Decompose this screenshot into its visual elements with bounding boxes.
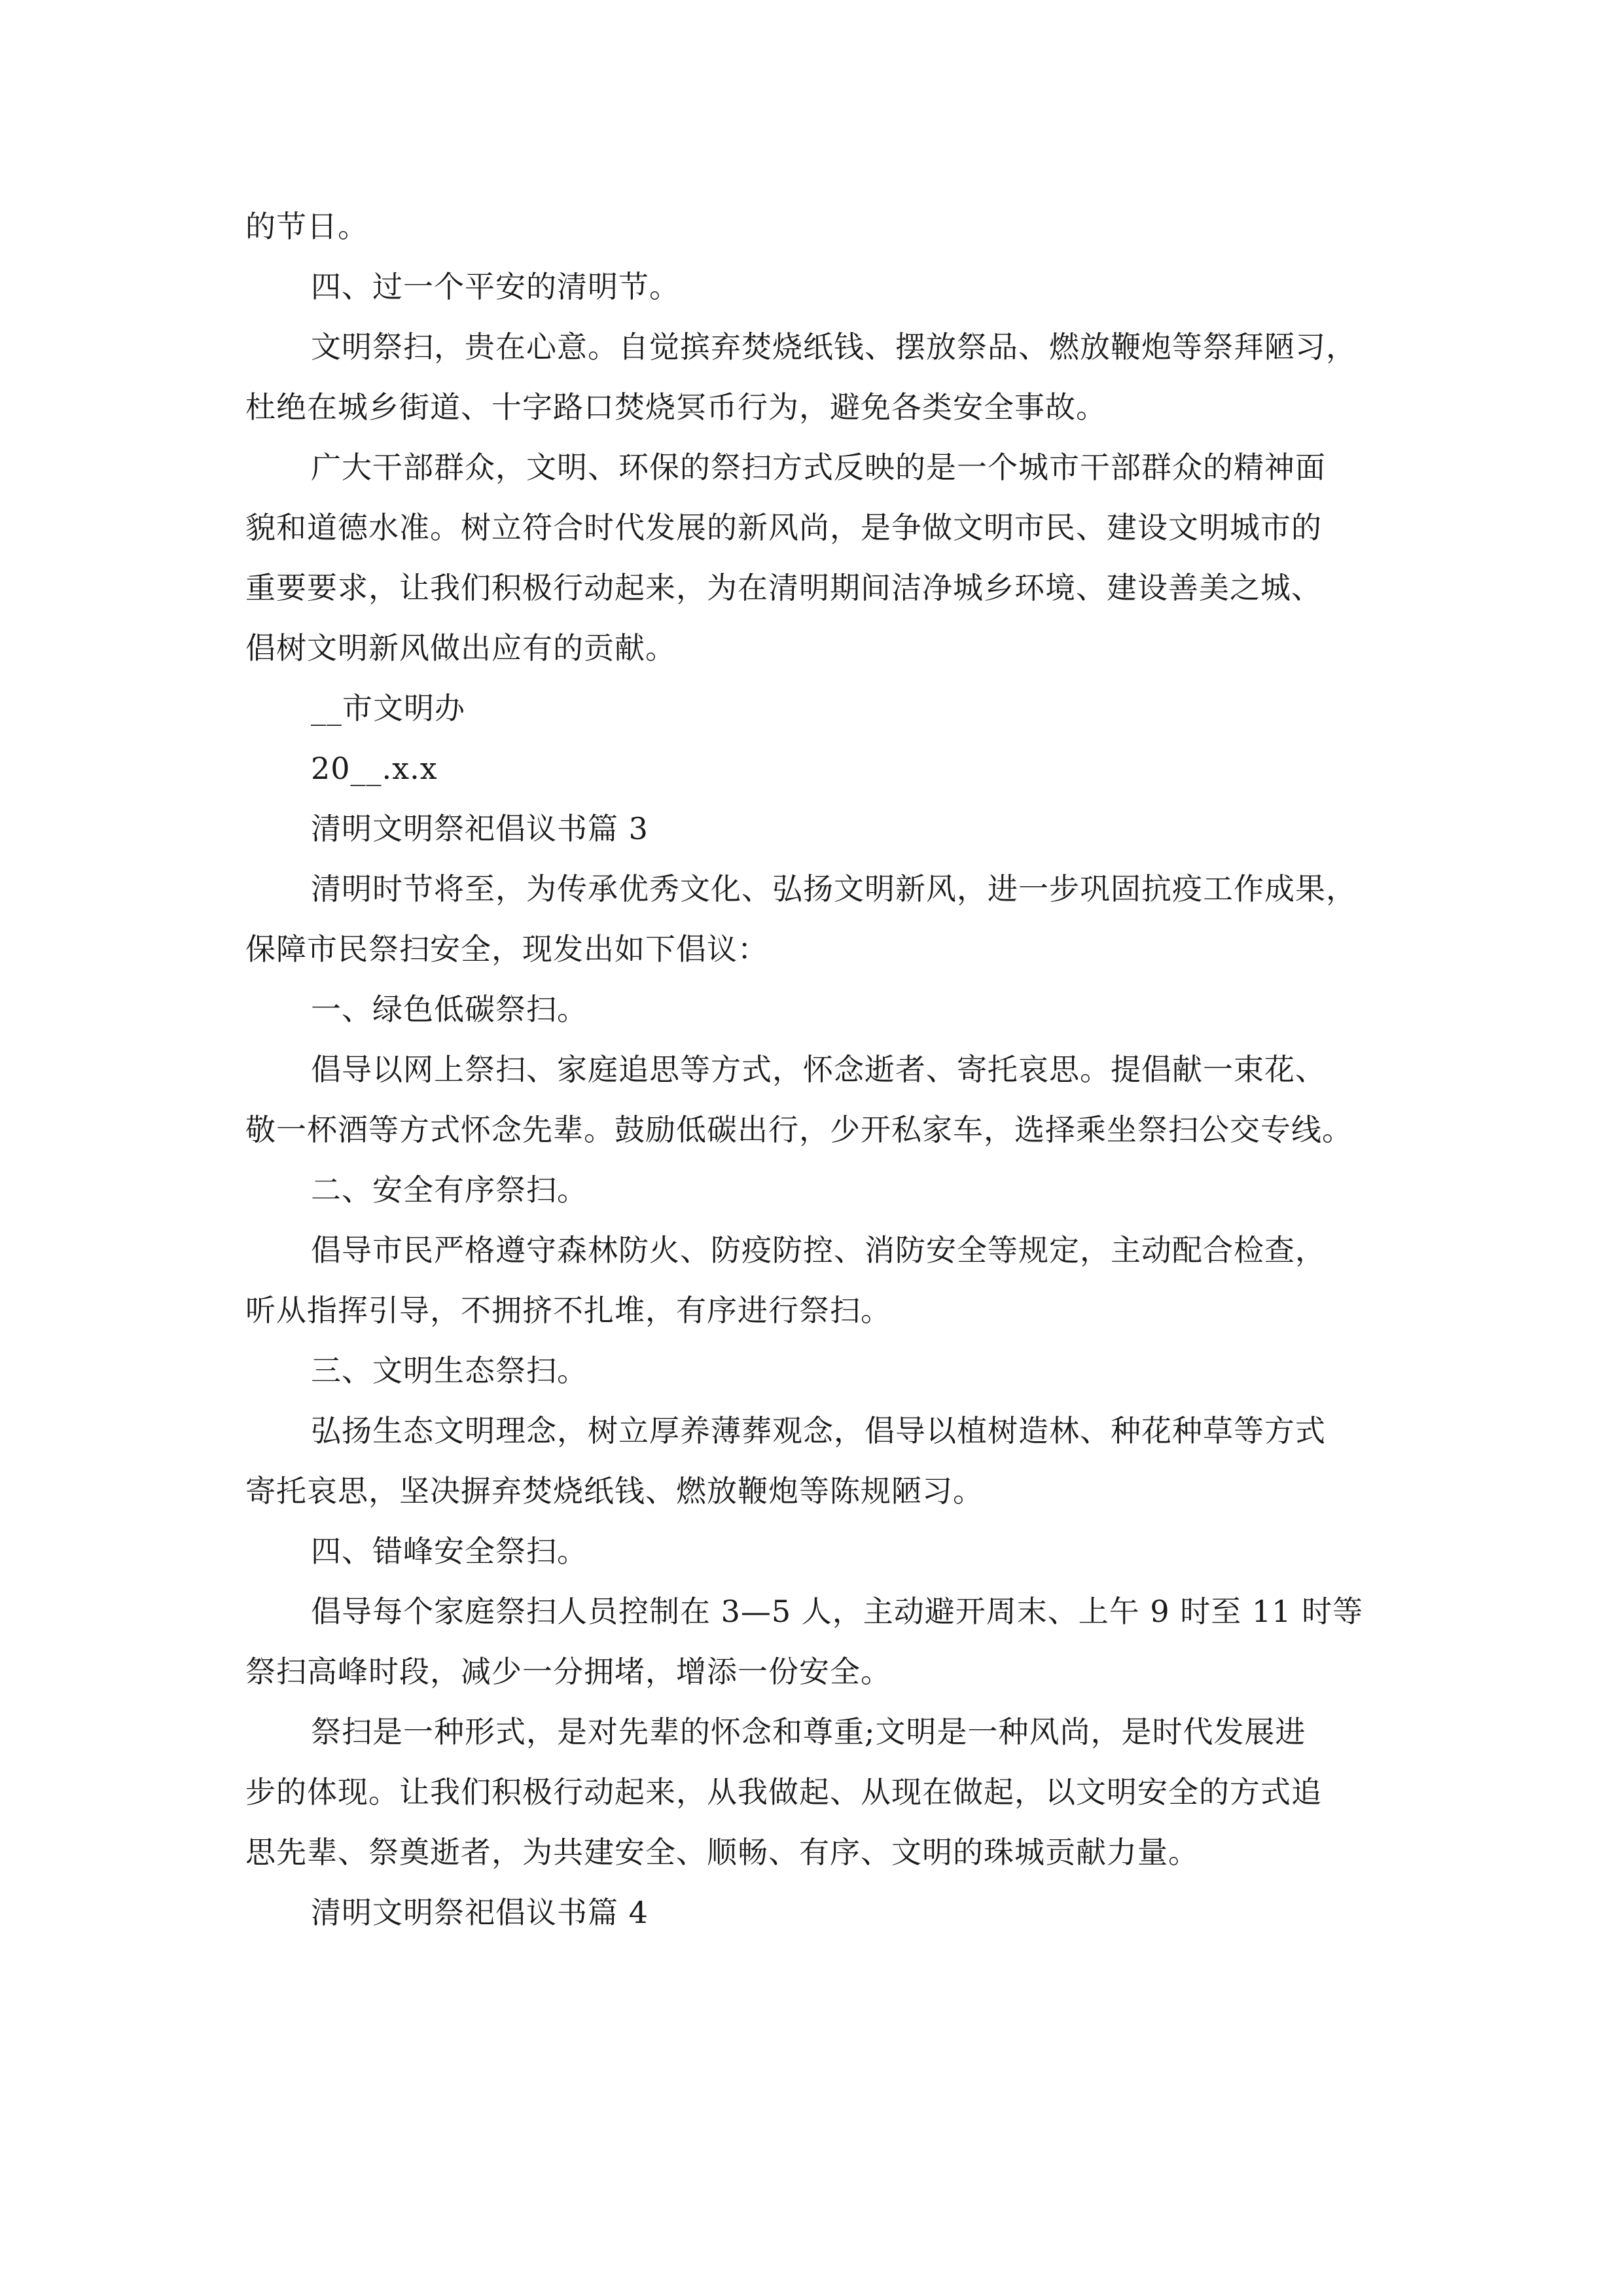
section-heading: 一、绿色低碳祭扫。 xyxy=(311,992,588,1027)
section-heading: 二、安全有序祭扫。 xyxy=(311,1172,588,1208)
text-line: 的节日。 xyxy=(245,209,368,244)
text-line: 思先辈、祭奠逝者，为共建安全、顺畅、有序、文明的珠城贡献力量。 xyxy=(245,1835,1199,1870)
text-line: 听从指挥引导，不拥挤不扎堆，有序进行祭扫。 xyxy=(245,1293,891,1328)
text-line: 倡导每个家庭祭扫人员控制在 3—5 人，主动避开周末、上午 9 时至 11 时等 xyxy=(311,1594,1364,1629)
text-line: 貌和道德水准。树立符合时代发展的新风尚，是争做文明市民、建设文明城市的 xyxy=(245,510,1322,545)
text-line: 清明时节将至，为传承优秀文化、弘扬文明新风，进一步巩固抗疫工作成果， xyxy=(311,871,1357,906)
text-line: 寄托哀思，坚决摒弃焚烧纸钱、燃放鞭炮等陈规陋习。 xyxy=(245,1473,984,1509)
text-line: 文明祭扫，贵在心意。自觉摈弃焚烧纸钱、摆放祭品、燃放鞭炮等祭拜陋习， xyxy=(311,329,1357,365)
text-line: 祭扫是一种形式，是对先辈的怀念和尊重;文明是一种风尚，是时代发展进 xyxy=(311,1714,1306,1749)
text-line: 重要要求，让我们积极行动起来，为在清明期间洁净城乡环境、建设善美之城、 xyxy=(245,570,1322,605)
section-heading: 四、过一个平安的清明节。 xyxy=(311,269,680,304)
document-body xyxy=(245,196,1397,1943)
section-heading: 三、文明生态祭扫。 xyxy=(311,1353,588,1388)
text-line: 保障市民祭扫安全，现发出如下倡议： xyxy=(245,931,768,967)
signature-org: __市文明办 xyxy=(311,691,465,726)
signature-date: 20__.x.x xyxy=(311,751,438,786)
text-line: 祭扫高峰时段，减少一分拥堵，增添一份安全。 xyxy=(245,1654,891,1689)
text-line: 弘扬生态文明理念，树立厚养薄葬观念，倡导以植树造林、种花种草等方式 xyxy=(311,1413,1326,1448)
text-line: 杜绝在城乡街道、十字路口焚烧冥币行为，避免各类安全事故。 xyxy=(245,389,1107,425)
section-heading: 四、错峰安全祭扫。 xyxy=(311,1534,588,1569)
text-line: 步的体现。让我们积极行动起来，从我做起、从现在做起，以文明安全的方式追 xyxy=(245,1774,1322,1810)
text-line: 倡导市民严格遵守森林防火、防疫防控、消防安全等规定，主动配合检查， xyxy=(311,1232,1326,1268)
text-line: 广大干部群众，文明、环保的祭扫方式反映的是一个城市干部群众的精神面 xyxy=(311,450,1326,485)
text-line: 倡树文明新风做出应有的贡献。 xyxy=(245,630,676,666)
article-title: 清明文明祭祀倡议书篇 4 xyxy=(311,1895,649,1930)
text-line: 倡导以网上祭扫、家庭追思等方式，怀念逝者、寄托哀思。提倡献一束花、 xyxy=(311,1052,1326,1087)
text-line: 敬一杯酒等方式怀念先辈。鼓励低碳出行，少开私家车，选择乘坐祭扫公交专线。 xyxy=(245,1112,1353,1147)
article-title: 清明文明祭祀倡议书篇 3 xyxy=(311,811,649,846)
